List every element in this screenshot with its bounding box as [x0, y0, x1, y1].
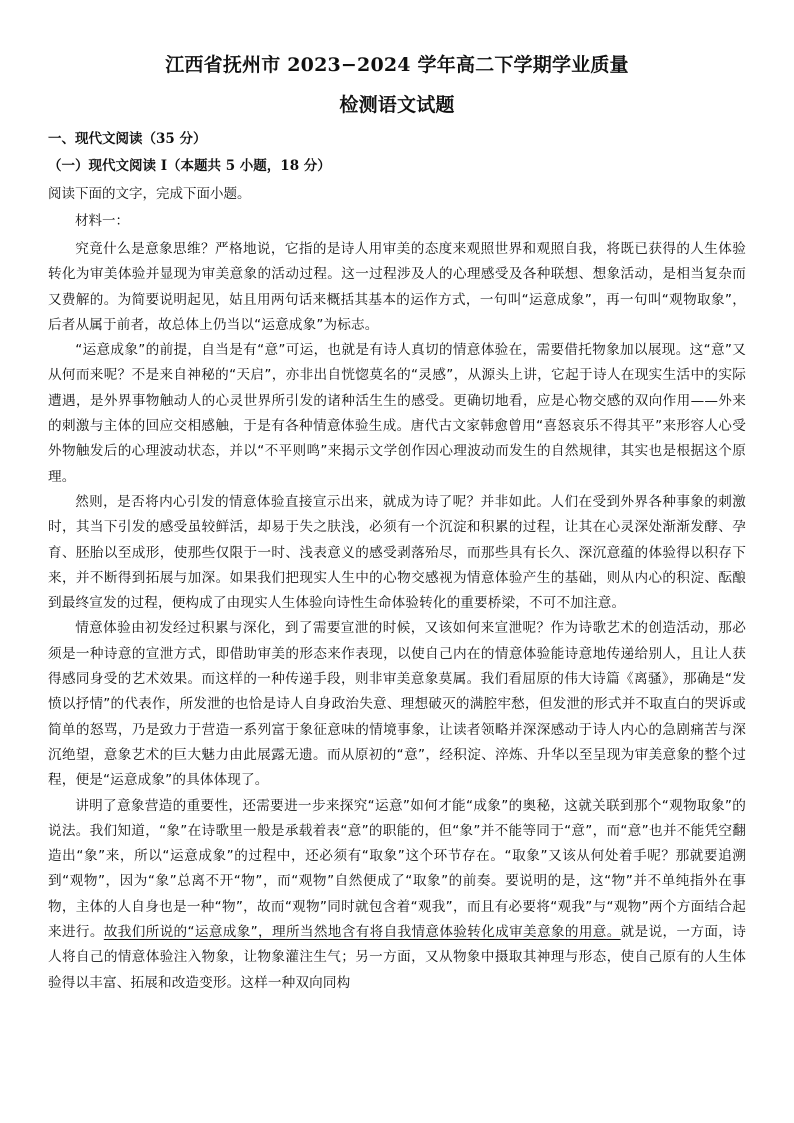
subsection-heading: （一）现代文阅读 I（本题共 5 小题，18 分）: [48, 158, 331, 174]
reading-passage: [48, 237, 746, 996]
section-heading: 一、现代文阅读（35 分）: [48, 131, 207, 147]
exam-title-line2: 检测语文试题: [339, 94, 455, 116]
paragraph-5-text-b: 就是说，一方面，诗人将自己的情意体验注入物象，让物象灌注生气；另一方面，又从物象中摄取其神理与形态，使自己原有的人生体验得以丰富、拓展和改造变形。这样一种双向同构: [48, 924, 746, 991]
instructions: 阅读下面的文字，完成下面小题。: [48, 186, 251, 202]
paragraph-5: [48, 794, 746, 996]
paragraph-3: 然则，是否将内心引发的情意体验直接宣示出来，就成为诗了呢？并非如此。人们在受到外界各种事象的刺激时，其当下引发的感受虽较鲜活，却易于失之肤浅，必须有一个沉淀和积累的过程，让其在心灵深处渐渐发酵、孕育、胚胎以至成形，使那些仅限于一时、浅表意义的感受剥落殆尽，而那些具有长久、深沉意蕴的体验得以积存下来，并不断得到拓展与加深。如果我们把现实人生中的心物交感视为情意体验产生的基础，则从内心的积淀、酝酿到最终宣发的过程，便构成了由现实人生体验向诗性生命体验转化的重要桥梁，不可不加注意。: [48, 493, 746, 612]
material-label: 材料一：: [75, 213, 129, 229]
paragraph-5-text-a: 讲明了意象营造的重要性，还需要进一步来探究“运意”如何才能“成象”的奥秘，这就关联到那个“观物取象”的说法。我们知道，“象”在诗歌里一般是承载着表“意”的职能的，但“象”并不能等同于“意”，而“意”也并不能凭空翻造出“象”来，所以“运意成象”的过程中，还必须有“取象”这个环节存在。“取象”又该从何处着手呢？那就要追溯到“观物”，因为“象”总离不开“物”，而“观物”自然便成了“取象”的前奏。要说明的是，这“物”并不单纯指外在事物，主体的人自身也是一种“物”，故而“观物”同时就包含着“观我”，而且有必要将“观我”与“观物”两个方面结合起来进行。: [48, 797, 746, 941]
paragraph-1: 究竟什么是意象思维？严格地说，它指的是诗人用审美的态度来观照世界和观照自我，将既已获得的人生体验转化为审美体验并显现为审美意象的活动过程。这一过程涉及人的心理感受及各种联想、想象活动，是相当复杂而又费解的。为简要说明起见，姑且用两句话来概括其基本的运作方式，一句叫“运意成象”，再一句叫“观物取象”，后者从属于前者，故总体上仍当以“运意成象”为标志。: [48, 241, 746, 333]
underlined-sentence: 故我们所说的“运意成象”，理所当然地含有将自我情意体验转化成审美意象的用意。: [103, 924, 621, 941]
paragraph-2: “运意成象”的前提，自当是有“意”可运，也就是有诗人真切的情意体验在，需要借托物象加以展现。这“意”又从何而来呢？不是来自神秘的“天启”，亦非出自恍惚莫名的“灵感”，从源头上讲，它起于诗人在现实生活中的实际遭遇，是外界事物触动人的心灵世界所引发的诸种活生生的感受。更确切地看，应是心物交感的双向作用——外来的刺激与主体的回应交相感触，于是有各种情意体验生成。唐代古文家韩愈曾用“喜怒哀乐不得其平”来形容人心受外物触发后的心理波动状态，并以“不平则鸣”来揭示文学创作因心理波动而发生的自然规律，其实也是根据这个原理。: [48, 342, 746, 485]
exam-title-line1: 江西省抚州市 2023−2024 学年高二下学期学业质量: [165, 54, 629, 76]
paragraph-4: 情意体验由初发经过积累与深化，到了需要宣泄的时候，又该如何来宣泄呢？作为诗歌艺术的创造活动，那必须是一种诗意的宣泄方式，即借助审美的形态来作表现，以使自己内在的情意体验能诗意地传递给别人，且让人获得感同身受的艺术效果。而这样的一种传递手段，则非审美意象莫属。我们看屈原的伟大诗篇《离骚》，那确是“发愤以抒情”的代表作，所发泄的也恰是诗人自身政治失意、理想破灭的满腔牢愁，但发泄的形式并不取直白的哭诉或简单的怒骂，乃是致力于营造一系列富于象征意味的情境事象，让读者领略并深深感动于诗人内心的急剧痛苦与深沉绝望，意象艺术的巨大魅力由此展露无遗。而从原初的“意”，经积淀、淬炼、升华以至呈现为审美意象的整个过程，便是“运意成象”的具体体现了。: [48, 620, 746, 789]
